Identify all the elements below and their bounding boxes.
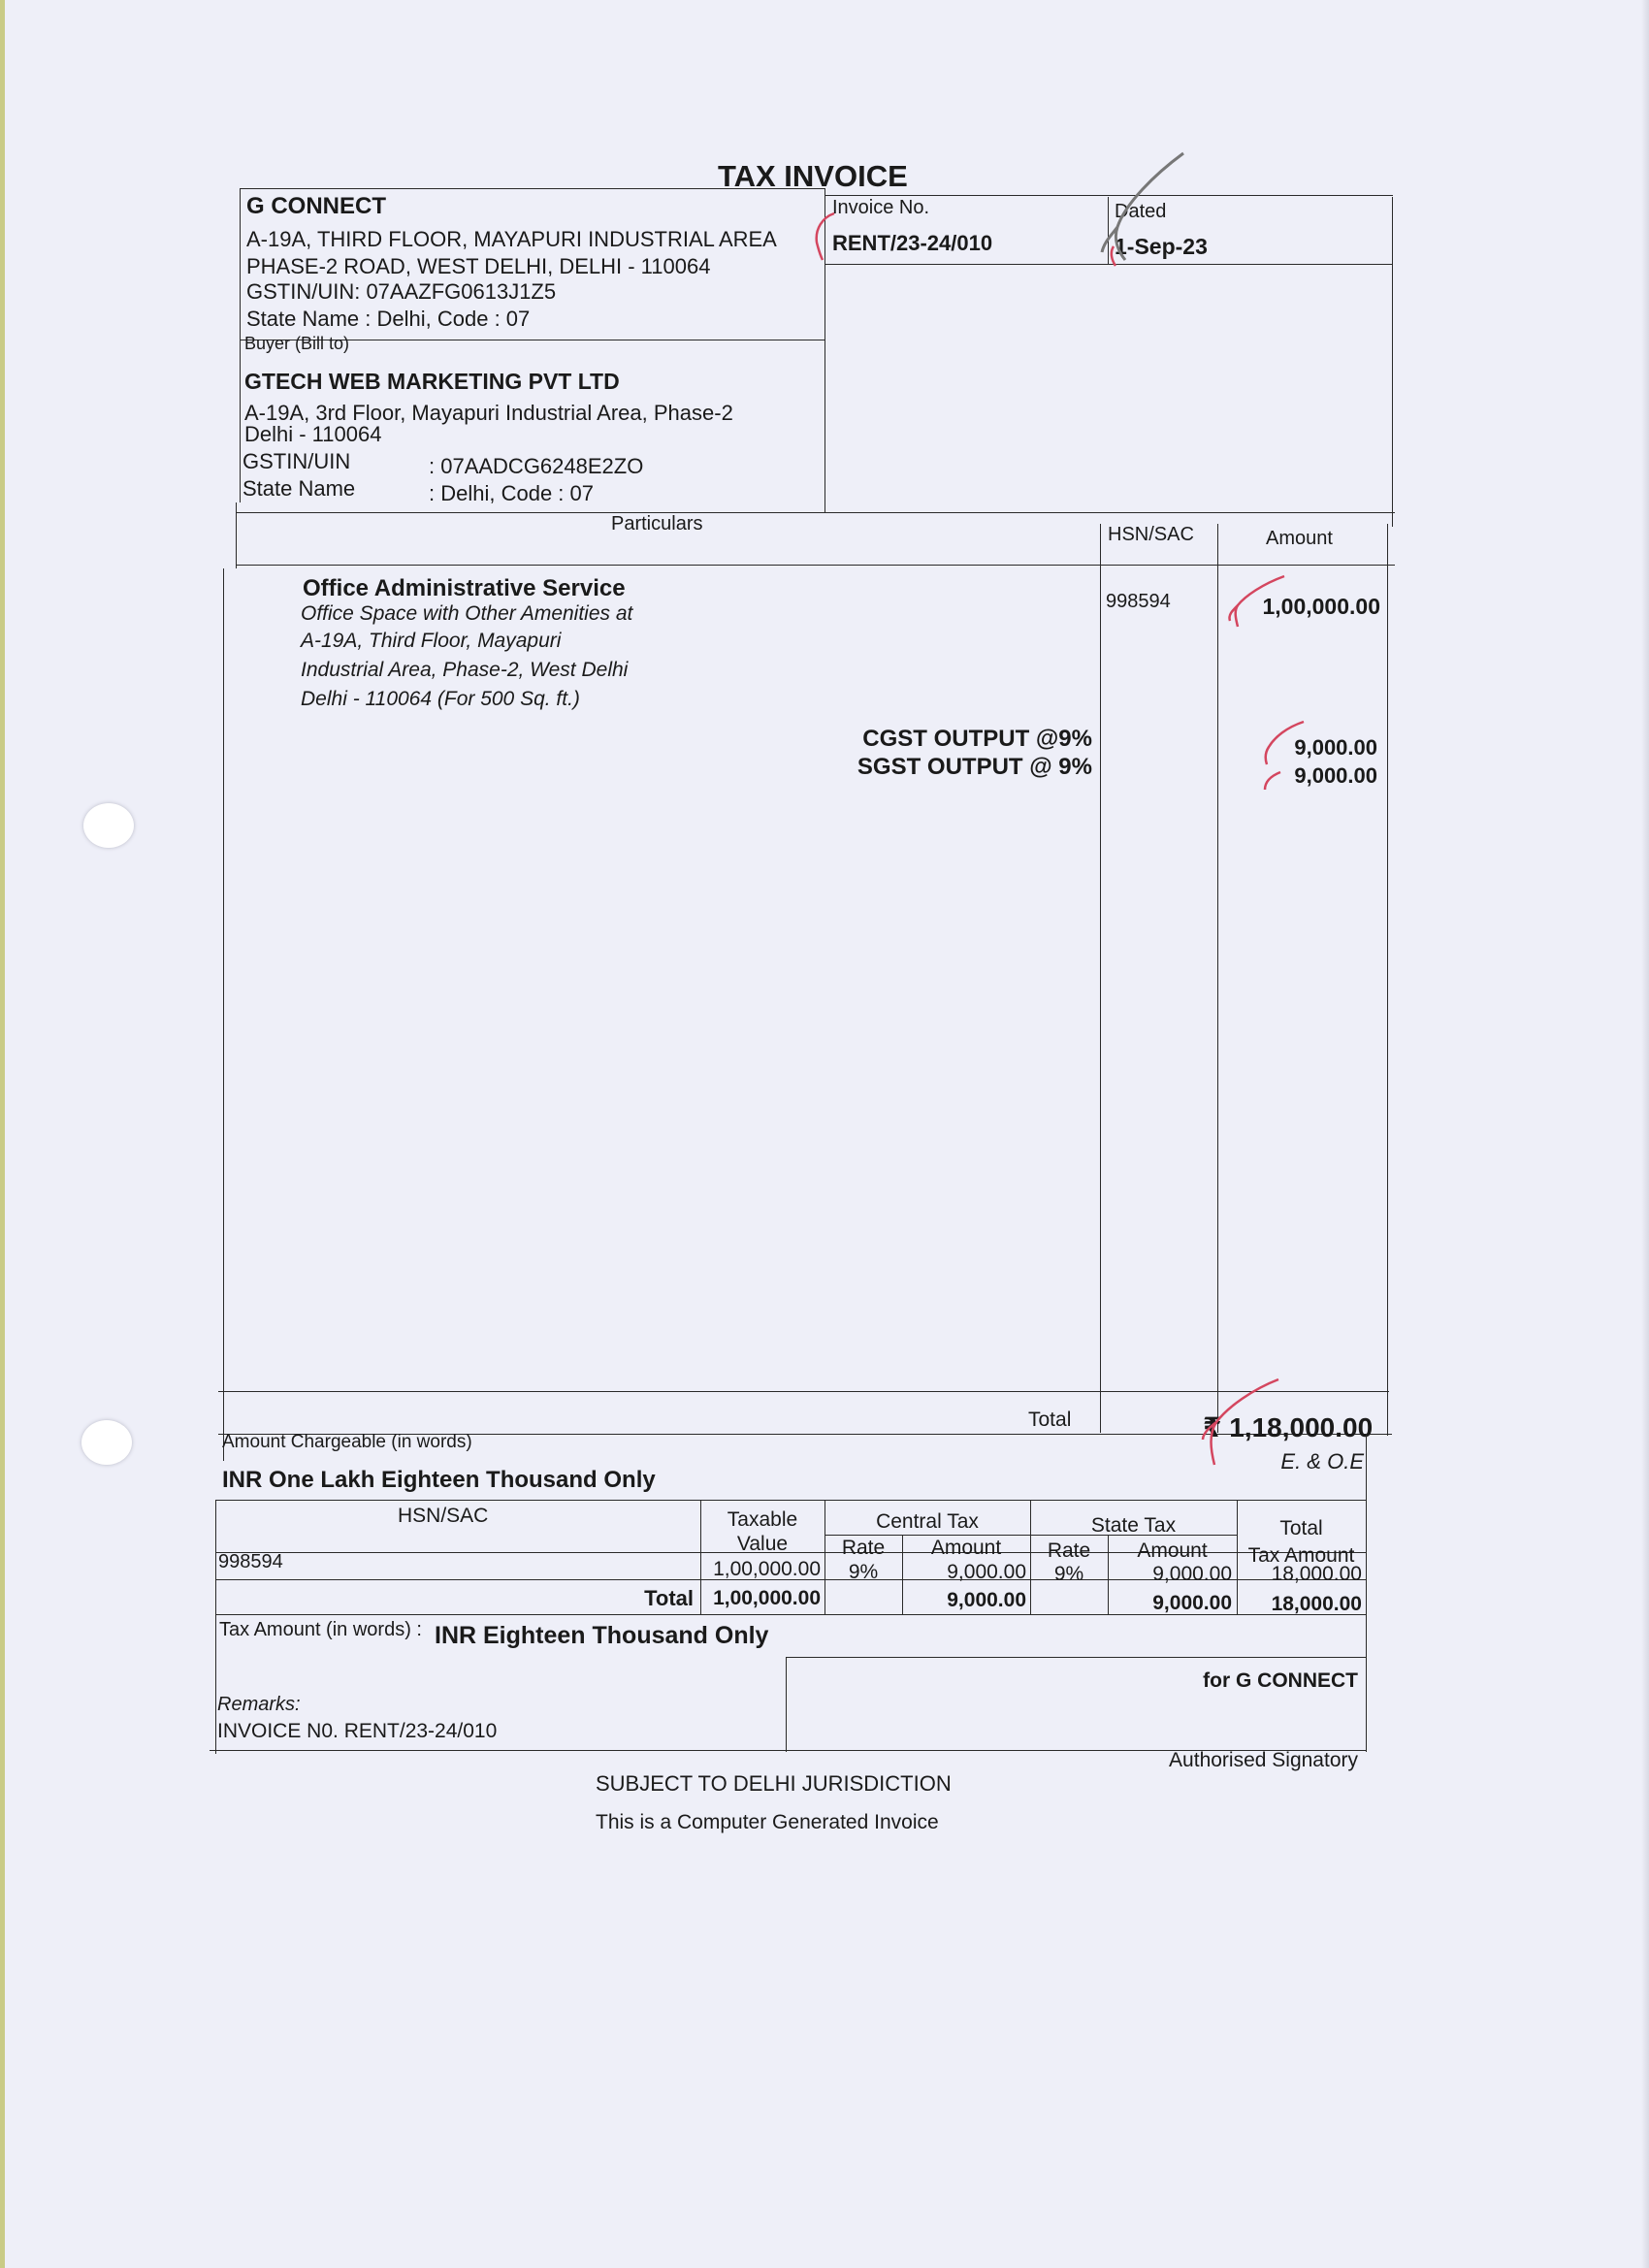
amount-words-value: INR One Lakh Eighteen Thousand Only: [222, 1467, 656, 1493]
header-right-border: [1392, 197, 1393, 527]
red-check-mark-tax-amounts: [1251, 718, 1310, 795]
seller-state: State Name : Delhi, Code : 07: [246, 307, 531, 331]
hsn-column-left: [1100, 524, 1101, 1433]
tax-total-taxable: 1,00,000.00: [713, 1587, 821, 1609]
item-amount: 1,00,000.00: [1262, 594, 1380, 619]
tax-row-state-rate: 9%: [1053, 1563, 1084, 1585]
tax-table-top: [215, 1500, 1366, 1501]
buyer-state-value: : Delhi, Code : 07: [429, 481, 594, 505]
items-table-top: [236, 512, 1395, 513]
tax-row-taxable: 1,00,000.00: [713, 1558, 821, 1580]
item-desc-line3: Industrial Area, Phase-2, West Delhi: [301, 659, 629, 681]
tax-total-row-bottom: [215, 1614, 1366, 1615]
central-rate-header: Rate: [841, 1537, 886, 1559]
central-tax-header: Central Tax: [876, 1510, 979, 1533]
item-desc-line2: A-19A, Third Floor, Mayapuri: [301, 630, 562, 652]
amount-column-left: [1217, 524, 1218, 1433]
items-right-border: [1387, 524, 1388, 1436]
central-amount-header: Amount: [930, 1537, 1002, 1559]
item-desc-line1: Office Space with Other Amenities at: [301, 602, 633, 625]
tax-row-total: 18,000.00: [1271, 1563, 1362, 1585]
items-left-border-top: [236, 502, 237, 568]
tax-row-state-amount: 9,000.00: [1152, 1563, 1232, 1585]
state-rate-header: Rate: [1047, 1539, 1091, 1562]
footer-right-border: [1366, 1434, 1367, 1752]
item-desc-line4: Delhi - 110064 (For 500 Sq. ft.): [301, 688, 580, 710]
buyer-gstin-value: : 07AADCG6248E2ZO: [429, 454, 644, 478]
taxable-header-line1: Taxable: [727, 1508, 798, 1531]
pencil-check-mark-date: [1057, 146, 1193, 281]
total-tax-header-line1: Total: [1279, 1517, 1323, 1539]
signatory-for: for G CONNECT: [1203, 1669, 1358, 1692]
tax-hsn-header: HSN/SAC: [398, 1505, 489, 1527]
state-tax-header: State Tax: [1090, 1514, 1177, 1537]
sgst-amount: 9,000.00: [1294, 763, 1377, 788]
tax-table-left-border: [215, 1500, 216, 1754]
buyer-state-label: State Name: [242, 476, 356, 501]
tax-total-state-amount: 9,000.00: [1152, 1592, 1232, 1614]
taxable-header-line2: Value: [736, 1533, 789, 1555]
buyer-address-line1: A-19A, 3rd Floor, Mayapuri Industrial Area, Phase-2: [244, 401, 733, 425]
signatory-box-left: [786, 1657, 787, 1752]
buyer-gstin-label: GSTIN/UIN: [242, 449, 351, 473]
invoice-number: RENT/23-24/010: [832, 231, 993, 255]
scan-edge-left: [0, 0, 5, 2268]
seller-name: G CONNECT: [246, 193, 386, 219]
scan-edge-right: [1641, 0, 1649, 2268]
tax-row-central-rate: 9%: [848, 1561, 879, 1583]
header-top-border-left: [240, 188, 824, 189]
computer-generated-note: This is a Computer Generated Invoice: [596, 1811, 939, 1833]
sgst-label: SGST OUTPUT @ 9%: [857, 754, 1092, 780]
items-header-bottom: [236, 565, 1395, 566]
total-label: Total: [1028, 1409, 1072, 1431]
items-left-border: [223, 568, 224, 1461]
state-amount-header: Amount: [1137, 1539, 1208, 1562]
tax-total-central-amount: 9,000.00: [947, 1589, 1026, 1611]
seller-address-line2: PHASE-2 ROAD, WEST DELHI, DELHI - 110064: [246, 254, 711, 278]
cgst-amount: 9,000.00: [1294, 735, 1377, 760]
jurisdiction-note: SUBJECT TO DELHI JURISDICTION: [596, 1771, 952, 1796]
buyer-address-line2: Delhi - 110064: [244, 422, 382, 446]
hsn-header: HSN/SAC: [1108, 524, 1194, 545]
red-check-mark-total: [1189, 1376, 1286, 1469]
seller-gstin: GSTIN/UIN: 07AAZFG0613J1Z5: [246, 279, 557, 304]
header-left-border: [240, 188, 241, 502]
amount-header: Amount: [1266, 528, 1333, 549]
eoe-note: E. & O.E: [1280, 1449, 1364, 1474]
buyer-name: GTECH WEB MARKETING PVT LTD: [244, 369, 620, 394]
invoice-number-label: Invoice No.: [832, 197, 930, 218]
tax-row-central-amount: 9,000.00: [947, 1561, 1026, 1583]
punch-hole-top: [83, 803, 134, 848]
total-tax-header-line2: Tax Amount: [1247, 1544, 1355, 1567]
tax-total-total: 18,000.00: [1271, 1593, 1362, 1615]
tax-total-label: Total: [644, 1586, 694, 1610]
authorised-signatory: Authorised Signatory: [1169, 1749, 1358, 1771]
invoice-title: TAX INVOICE: [718, 159, 908, 193]
item-hsn: 998594: [1106, 591, 1171, 612]
remarks-label: Remarks:: [217, 1694, 301, 1715]
particulars-header: Particulars: [611, 513, 703, 535]
punch-hole-bottom: [81, 1420, 132, 1465]
invoice-date-label: Dated: [1115, 201, 1167, 222]
total-amount: ₹ 1,18,000.00: [1203, 1412, 1374, 1442]
tax-row-hsn: 998594: [218, 1551, 283, 1572]
seller-address-line1: A-19A, THIRD FLOOR, MAYAPURI INDUSTRIAL AREA: [246, 227, 777, 251]
signatory-box-top: [786, 1657, 1366, 1658]
tax-words-value: INR Eighteen Thousand Only: [435, 1622, 769, 1649]
buyer-section-label: Buyer (Bill to): [244, 334, 350, 353]
amount-words-label: Amount Chargeable (in words): [222, 1432, 472, 1452]
red-check-mark-item-amount: [1224, 572, 1292, 631]
invoice-date: 1-Sep-23: [1115, 234, 1208, 259]
tax-words-label: Tax Amount (in words) :: [219, 1619, 422, 1640]
red-check-mark-invoice-no: [805, 208, 844, 266]
remarks-value: INVOICE N0. RENT/23-24/010: [217, 1720, 498, 1742]
item-title: Office Administrative Service: [303, 575, 626, 601]
cgst-label: CGST OUTPUT @9%: [862, 726, 1092, 752]
